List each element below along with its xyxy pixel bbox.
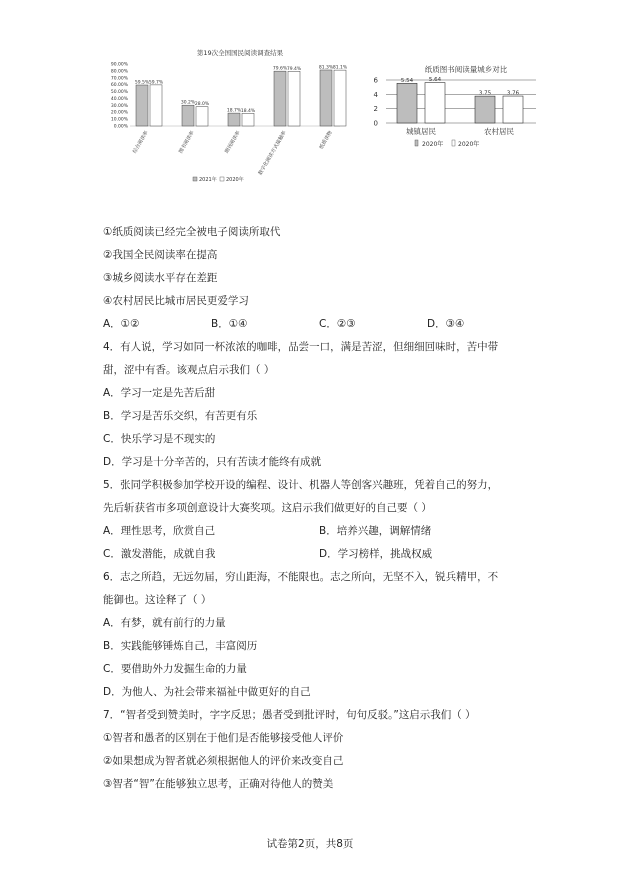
chart1-y-tick: 70.00%	[110, 76, 128, 82]
chart1-data-label: 30.2%	[180, 100, 196, 106]
chart2-legend-a: 2020年	[422, 141, 444, 148]
chart2-data-label: 3.76	[506, 90, 520, 97]
q6-option-b: B．实践能够锤炼自己，丰富阅历	[103, 640, 258, 652]
chart2-y-tick: 4	[373, 90, 378, 99]
chart1-y-tick: 50.00%	[110, 90, 128, 96]
q4-option-d: D．学习是十分辛苦的，只有苦读才能终有成就	[103, 456, 322, 468]
chart2-data-label: 5.64	[428, 77, 442, 84]
q6-stem-line-2: 能御也。这诠释了（ ）	[103, 594, 212, 606]
chart2-y-tick: 2	[373, 105, 378, 114]
chart1-category-label: 期刊阅读率	[224, 130, 242, 155]
chart2-bar	[503, 96, 523, 123]
q3-statement-4: ④农村居民比城市居民更爱学习	[103, 295, 249, 307]
q7-statement-1: ①智者和愚者的区别在于他们是否能够接受他人评价	[103, 732, 344, 744]
q3-statement-2: ②我国全民阅读率在提高	[103, 249, 218, 261]
chart1-data-label: 81.1%	[332, 65, 348, 71]
chart1-bar	[242, 113, 254, 126]
chart1-bar	[274, 71, 286, 126]
chart1-bar	[150, 85, 162, 126]
chart1-bar	[196, 107, 208, 126]
chart2-legend-b: 2020年	[458, 141, 480, 148]
q3-option-a: A．①②	[103, 318, 140, 330]
q6-option-a: A．有梦，就有前行的力量	[103, 617, 226, 629]
q5-stem-line-2: 先后斩获省市多项创意设计大赛奖项。这启示我们做更好的自己要（ ）	[103, 502, 432, 514]
chart1-category-label: 综合阅读率	[132, 130, 150, 155]
chart1-legend-swatch-2020	[220, 177, 224, 181]
q7-statement-3: ③智者“智”在能够独立思考，正确对待他人的赞美	[103, 778, 334, 790]
q3-option-c: C．②③	[319, 318, 356, 330]
q3-statement-3: ③城乡阅读水平存在差距	[103, 272, 218, 284]
chart2-bar	[397, 83, 417, 123]
q3-option-d: D．③④	[427, 318, 465, 330]
chart1-bar	[320, 70, 332, 126]
urban-rural-reading-chart	[366, 62, 542, 158]
q5-option-b: B．培养兴趣，调解情绪	[319, 525, 432, 537]
chart1-data-label: 18.7%	[226, 108, 242, 114]
q4-stem-line-2: 甜，涩中有香。该观点启示我们（ ）	[103, 364, 275, 376]
chart1-data-label: 81.3%	[318, 65, 334, 71]
chart1-y-tick: 60.00%	[110, 83, 128, 89]
chart1-category-label: 数字化阅读方式接触率	[257, 130, 288, 177]
q6-option-d: D．为他人、为社会带来福祉中做更好的自己	[103, 686, 311, 698]
page-footer: 试卷第2页，共8页	[266, 838, 354, 850]
q7-statement-2: ②如果想成为智者就必须根据他人的评价来改变自己	[103, 755, 344, 767]
chart1-data-label: 79.6%	[272, 66, 288, 72]
chart1-title: 第19次全国国民阅读调查结果	[196, 49, 284, 57]
q5-option-d: D．学习榜样，挑战权威	[319, 548, 433, 560]
q7-stem: 7．“智者受到赞美时，字字反思；愚者受到批评时，句句反驳。”这启示我们（ ）	[103, 709, 476, 721]
chart2-data-label: 3.75	[478, 90, 492, 97]
chart1-category-label: 纸质读物	[318, 130, 334, 151]
chart1-category-label: 图书阅读率	[178, 130, 196, 155]
chart1-y-tick: 40.00%	[110, 96, 128, 102]
q4-stem-line-1: 4．有人说，学习如同一杯浓浓的咖啡，品尝一口，满是苦涩，但细细回味时，苦中带	[103, 341, 499, 353]
q6-option-c: C．要借助外力发掘生命的力量	[103, 663, 247, 675]
chart1-y-tick: 20.00%	[110, 110, 128, 116]
chart1-data-label: 59.5%	[134, 80, 150, 86]
chart1-y-tick: 0.00%	[113, 124, 128, 130]
chart2-legend-swatch-a	[415, 140, 418, 146]
q5-option-a: A．理性思考，欣赏自己	[103, 525, 216, 537]
chart1-y-tick: 90.00%	[110, 62, 128, 68]
chart1-data-label: 28.0%	[194, 102, 210, 108]
chart1-legend-2021: 2021年	[199, 177, 217, 183]
chart1-y-tick: 10.00%	[110, 117, 128, 123]
chart2-title: 纸质图书阅读量城乡对比	[424, 65, 508, 74]
chart1-data-label: 79.4%	[286, 66, 302, 72]
reading-survey-chart	[100, 44, 350, 192]
q5-option-c: C．激发潜能，成就自我	[103, 548, 216, 560]
chart2-bar	[475, 96, 495, 123]
q4-option-b: B．学习是苦乐交织，有苦更有乐	[103, 410, 258, 422]
q3-statement-1: ①纸质阅读已经完全被电子阅读所取代	[103, 226, 281, 238]
chart1-bar	[182, 105, 194, 126]
q4-option-c: C．快乐学习是不现实的	[103, 433, 216, 445]
chart1-data-label: 18.4%	[240, 108, 256, 114]
chart2-legend-swatch-b	[452, 140, 455, 146]
chart1-bar	[136, 85, 148, 126]
chart2-y-tick: 0	[373, 119, 378, 128]
chart1-data-label: 59.7%	[148, 80, 164, 86]
q6-stem-line-1: 6．志之所趋，无远勿届，穷山距海，不能限也。志之所向，无坚不入，锐兵精甲，不	[103, 571, 499, 583]
chart1-bar	[228, 113, 240, 126]
chart1-legend-2020: 2020年	[226, 177, 244, 183]
chart1-bar	[288, 71, 300, 126]
chart2-y-tick: 6	[373, 76, 378, 85]
chart1-legend	[193, 176, 244, 183]
chart2-legend	[415, 140, 479, 148]
chart1-y-tick: 80.00%	[110, 69, 128, 75]
chart1-y-tick: 30.00%	[110, 103, 128, 109]
chart2-bar	[425, 83, 445, 123]
q5-stem-line-1: 5．张同学积极参加学校开设的编程、设计、机器人等创客兴趣班，凭着自己的努力，	[103, 479, 499, 491]
chart2-category-urban: 城镇居民	[406, 127, 436, 136]
chart1-legend-swatch-2021	[193, 177, 197, 181]
chart2-category-rural: 农村居民	[484, 127, 514, 136]
chart2-data-label: 5.54	[400, 77, 414, 84]
chart1-bar	[334, 70, 346, 126]
q4-option-a: A．学习一定是先苦后甜	[103, 387, 216, 399]
q3-option-b: B．①④	[211, 318, 248, 330]
